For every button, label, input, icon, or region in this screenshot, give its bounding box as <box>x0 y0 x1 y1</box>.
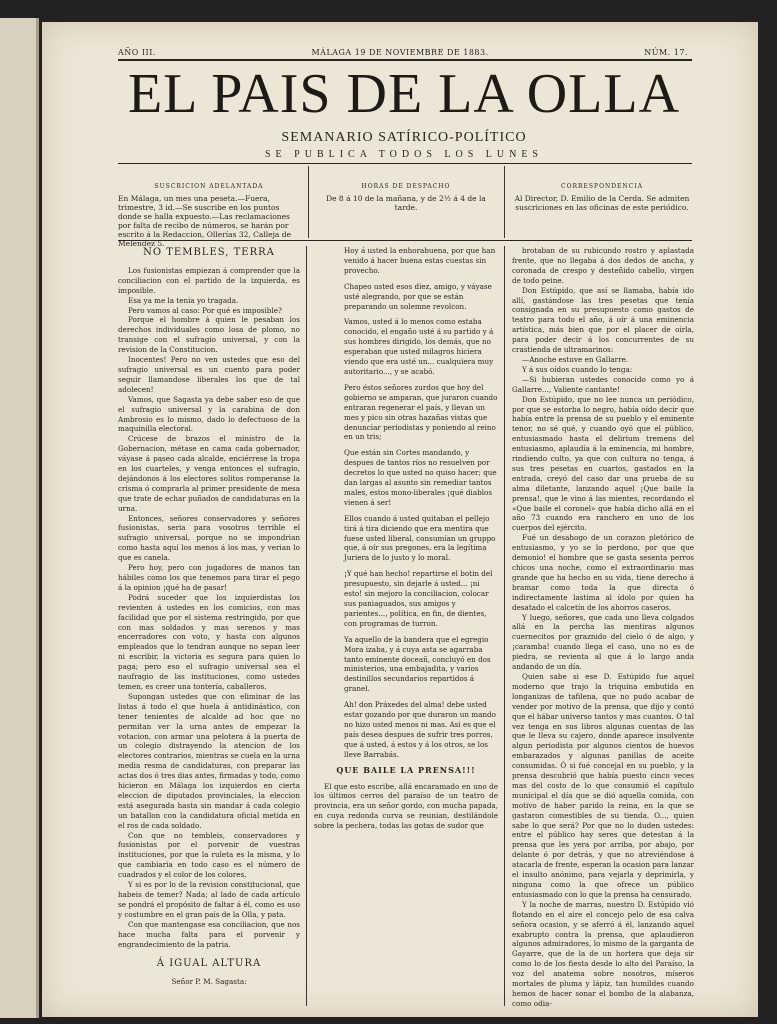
article-paragraph: Los fusionistas empiezan á comprender que la conciliacion con el partido de la izquierda, es imposible. <box>118 265 300 295</box>
article-paragraph: Porque el hombre á quien le pesaban los derechos individuales como losa de plomo, no transige con el sufragio universal, y con la revision de la Constitucion. <box>118 315 300 355</box>
article-paragraph: Entonces, señores conservadores y señores fusionistas, seria para vosotros terrible el sufragio universal, porque no se impondrian como hasta aquí los menos á los mas, y verian lo que es canela. <box>118 513 300 563</box>
article-paragraph: Con que no tembleis, conservadores y fusionistas por el porvenir de vuestras instituciones, por que la ruleta es la misma, y lo que cambiaria en todo caso es el número de cuadrados y el color de los colores. <box>118 830 300 880</box>
office-hours-box <box>316 182 496 238</box>
column-right <box>512 246 694 1006</box>
office-hours-text: De 8 á 10 de la mañana, y de 2½ á 4 de la tarde. <box>326 194 486 212</box>
article-paragraph: Don Estúpido, que no lee nunca un periódico, por que se estorba lo negro, había oído decir que había entre la prensa de su pueblo y el eminente tenor, no sé qué, y cuando oyó que el público, entusiasmado hasta el delirium tremens del entusiasmo, aplaudía á la eminencia, mi hombre, rindiendo culto, ya que con cultura no tenga, á sus tres pesetas en cuartos, gastados en la entrada, creyó del caso dar una prueba de su alma diletante, lanzando aquel ¡Que baile la prensa!, que le vino á las mientes, recordando el «Que baile el coronel» que había dicho allá en el año 73 cuando era ranchero en uno de los cuerpos del ejército. <box>512 394 694 533</box>
masthead-subtitle: SEMANARIO SATÍRICO-POLÍTICO <box>281 130 527 145</box>
subscription-heading: SUSCRICION ADELANTADA <box>154 183 264 190</box>
article-paragraph: Pero hoy, pero con jugadores de manos tan hábiles como los que tenemos para tirar el pego á la opinion ¡qué ha de pasar! <box>118 563 300 592</box>
office-hours-heading: HORAS DE DESPACHO <box>361 183 451 190</box>
correspondence-heading: CORRESPONDENCIA <box>561 183 643 190</box>
number-label: NÚM. 17. <box>644 48 688 57</box>
correspondence-box <box>512 182 692 238</box>
column-middle <box>314 246 498 1006</box>
volume-label: AÑO III. <box>118 48 156 57</box>
column-divider-1 <box>306 246 307 1006</box>
info-bottom-rule <box>118 240 692 241</box>
article-paragraph: Don Estúpido, que así se llamaba, había ido allí, gastándose las tres pesetas que tenía consignada en su presupuesto como gastos de teatro para todo el año, á oír á una eminencia artística, más bien que por el placer de oírla, para poder decir á los concurrentes de su crastienda de ultramarinos: <box>512 285 694 355</box>
article-paragraph: Y si es por lo de la revision constitucional, que habeis de temer? Nada; al lado de cada artículo se pondrá el propósito de faltar á él, como es uso y costumbre en el gran país de la Olla, y pata. <box>118 880 300 919</box>
column-divider-2 <box>504 246 505 1006</box>
salutation: Señor P. M. Sagasta: <box>171 977 247 987</box>
article-paragraph: Supongan ustedes que con eliminar de las listas á todo el que huela á antidinástico, con tener tenientes de alcalde ad hoc que no permitan ver la urna antes de empezar la votacion, con armar una pelotera á la puerta de un colegio distrayendo la atencion de los electores contrarios, mientras se cuela en la urna media resma de candidaturas, con preparar las actas dos ó tres dias antes, firmadas y todo, como hicieron en Málaga los izquierdos en cierta eleccion de diputados provinciales, la eleccion está asegurada hasta sin mandar á cada colegio un batallon con la candidatura oficial metida en el ros de cada soldado. <box>118 691 300 830</box>
article-paragraph: Pero vamos al caso: Por qué es imposible? <box>128 305 282 315</box>
subscription-box <box>118 182 300 248</box>
article-paragraph: Esa ya me la tenia yo tragada. <box>128 295 239 305</box>
poem-stanza: Ya aquello de la bandera que el egregio Mora izaba, y á cuya asta se agarraba tanto eminente doceañ, concluyó en dos ministerios, una embajadita, y varios destinillos secundarios repartidos á granel. <box>344 634 491 694</box>
poem-stanza: Pero éstos señores zurdos que hoy del gobierno se amparan, que juraron cuando entraran regenerar el país, y llevan un mes y pico sin otras hazañas vistas que denunciar periodistas y poniendo al reino en un tris; <box>344 382 498 442</box>
article-paragraph: Y la noche de marras, nuestro D. Estúpido vió flotando en el aire el concejo pelo de esa calva señora ocasion, y se aferró á él, lanzando aquel exabrupto contra la prensa, que aplaudieron algunos admiradores, lo mismo de la garganta de Gayarre, que de la de un hortera que deja sir como lo de los fiesta desde lo alto del Paraíso, la voz del anatema sobre nosotros, míseros mortales de pluma y lápiz, tan humildes cuando hemos de hacer sonar el bombo de la alabanza, como odia- <box>512 899 694 1008</box>
subscription-text: En Málaga, un mes una peseta.—Fuera, trimestre, 3 id.—Se suscribe en los puntos donde se halla expuesto.—Las reclamaciones por falta de recibo de números, se harán por escrito á la Redaccion, Ollerías 32, Calleja de Melendez 5. <box>118 194 292 248</box>
masthead-title: EL PAIS DE LA OLLA <box>127 63 681 125</box>
article-paragraph: brotaban de su rubicundo rostro y aplastada frente, que no llegaba á dos dedos de ancha, y coronada de crespo y desteñido cabello, virgen de todo peine. <box>512 246 694 285</box>
poem-stanza: ¡Y qué han hecho! repartirse el botin del presupuesto, sin dejarle á usted... ¡ni esto! sin mejoro la conciliacion, colocar sus paniaguados, sus amigos y parientes..., política, en fin, de dientes, con programas de turron. <box>344 569 493 628</box>
newspaper-page <box>42 22 758 1017</box>
article-paragraph: —Si hubieran ustedes conocido como yo á Gallarre..., Valiente cantante! <box>512 374 694 394</box>
article-paragraph: Y luego, señores, que cada uno lleva colgados allá en la percha las mentiras algunos cuernecitos por graznido del cielo ó de algo, y ¡caramba! cuando llega el caso, uno no es de piedra, se revienta al que á lo largo anda andando de un día. <box>512 612 694 672</box>
article-paragraph: Fué un desahogo de un corazon pletórico de entusiasmo, y yo se lo perdono, por que que demonio! el hombre que se gasta sesenta perros chicos una noche, como el extraordinario mas grande que ha hecho en su vida, tiene derecho á bramar como toda la que directa ó indirectamente lastima al ídolo por quien ha desatado el calcetín de los ahorros caseros. <box>512 533 694 612</box>
article-paragraph: Vamos, que Sagasta ya debe saber eso de que el sufragio universal y la carabina de don Ambrosio es lo mismo, dado lo defectuoso de la maquinilla electoral. <box>118 394 300 434</box>
masthead-tagline: SE PUBLICA TODOS LOS LUNES <box>265 149 543 160</box>
poem-stanza: Hoy á usted la enhorabuena, por que han venido á hacer buena estas cuestas sin provecho. <box>344 246 496 275</box>
masthead-rule <box>118 163 692 164</box>
poem-stanza: Vamos, usted á lo menos como estaba conocido, el engaño usté á su partido y á sus hombres dirigido, los demás, que no esperaban que usted milagros hiciera viendo que era usté un... cualquiera muy autoritario..., y se acabó. <box>344 317 494 376</box>
article-heading-que-baile: QUE BAILE LA PRENSA!!! <box>336 764 476 775</box>
article-paragraph: Podrá suceder que los izquierdistas los revienten á ustedes en los comicios, con mas facilidad que por el sistema restringido, por que con mas soldados y mas serenos y mas encerradores con voto, y hasta con algunos empleados que lo tendran aunque no sepan leer ni escribir, la victoria es segura para quien lo paga; pero eso el sufragio universal sea el naufragio de las instituciones, como ustedes temen, es creer una tontería, caballeros. <box>118 592 300 691</box>
article-paragraph: Quien sabe si ese D. Estúpido fue aquel moderno que trajo la triquina embutida en longanizas de tafilena, que no pudo acabar de vender por motivo de la prensa, que dijo y contó que el hábar universo tantos y mas cuantos. O tal vez tenga en sus libros algunas cuentas de las que le lleva su cajero, donde aparece insolvente algun periodista por algunos cientos de huevos embarazados y algunas panillas de aceite consumidas. Ó si fué concejal en su pueblo, y la prensa descubrió que había puesto cinco veces mas del costo de lo que consumió el capítulo municipal el día que se dió aquella comida, con motivo de haber parido la reina, en la que se gastaron comestibles de su tienda. O..., quien sabe lo que será? Por que no lo duden ustedes: entre el público hay seres que detestan á la prensa que les yera por arriba, por abajo, por delante ó por detrás, y que no atreviéndose á atacarla de frente, esperan la ocasion para lanzar el insulto anónimo, para vejarla y deprimirla, y ninguna como la que ofrece un público entusiasmado con lo que la prensa ha censurado. <box>512 671 694 899</box>
article-paragraph: Crúcese de brazos el ministro de la Gobernacion, métase en cama cada gobernador, váyase á paseo cada alcalde, enciérrese la tropa en los cuarteles, y venga entonces el sufragio, dejándonos á los electores solitos romperanse la crisma ó comprarla al primer presidente de mesa que trate de echar puñados de candidaturas en la urna. <box>118 434 300 513</box>
article-paragraph: Y á sus oídos cuando lo tenga: <box>522 364 633 374</box>
article-heading-igual-altura: Á IGUAL ALTURA <box>156 958 262 970</box>
poem-stanza: Chapeo usted esos diez, amigo, y váyase usté alegrando, por que se están preparando un solemne revolcon. <box>344 281 492 311</box>
issue-line <box>118 48 688 57</box>
column-left <box>118 246 300 1006</box>
correspondence-text: Al Director, D. Emilio de la Cerda. Se admiten suscriciones en las oficinas de este periódico. <box>514 194 690 212</box>
facing-page-edge <box>0 18 39 1018</box>
info-divider-2 <box>504 166 505 238</box>
poem-stanza: Ellos cuando á usted quitaban el pellejo tirá á tira diciendo que era mentira que fuese usted liberal, consumían un gruppo que, á oír sus pregones, era la legítima Juriera de lo justo y lo moral. <box>344 513 496 563</box>
info-divider-1 <box>308 166 309 238</box>
top-rule <box>118 59 692 61</box>
article-paragraph: El que esto escribe, allá encaramado en uno de los últimos cerros del paraíso de un teatro de provincia, era un señor gordo, con mucha papada, en cuya redonda curva se reunian, destilándole sobre la pechera, todas las gotas de sudor que <box>314 781 498 831</box>
poem-stanza: Que están sin Cortes mandando, y despues de tantos ríos no resuelven por decretos lo que usted no quiso hacer; que dan largas al asunto sin remediar tantos males, estos mono-liberales ¡qué diablos vienen á ser! <box>344 448 497 507</box>
article-paragraph: Inocentes! Pero no ven ustedes que eso del sufragio universal es un cuento para poder seguir llamandose liberales los que de tal adolecen! <box>118 355 300 394</box>
article-paragraph: —Anoche estuve en Gallarre. <box>522 354 629 364</box>
date-label: MÁLAGA 19 DE NOVIEMBRE DE 1883. <box>311 48 489 57</box>
article-heading-no-tembles: NO TEMBLES, TERRA <box>143 247 275 258</box>
poem-stanza: Ah! don Práxedes del alma! debe usted estar gozando por que duraron un mando no hizo usted menos ni mas. Asi es que el país desea despues de sufrir tres porros, que á usted, á estos y á los otros, se los lleve Barrabás. <box>344 700 496 759</box>
article-paragraph: Con que mantengase esa conciliacion, que nos hace mucha falta para el porvenir y engrandecimiento de la patria. <box>118 919 300 949</box>
